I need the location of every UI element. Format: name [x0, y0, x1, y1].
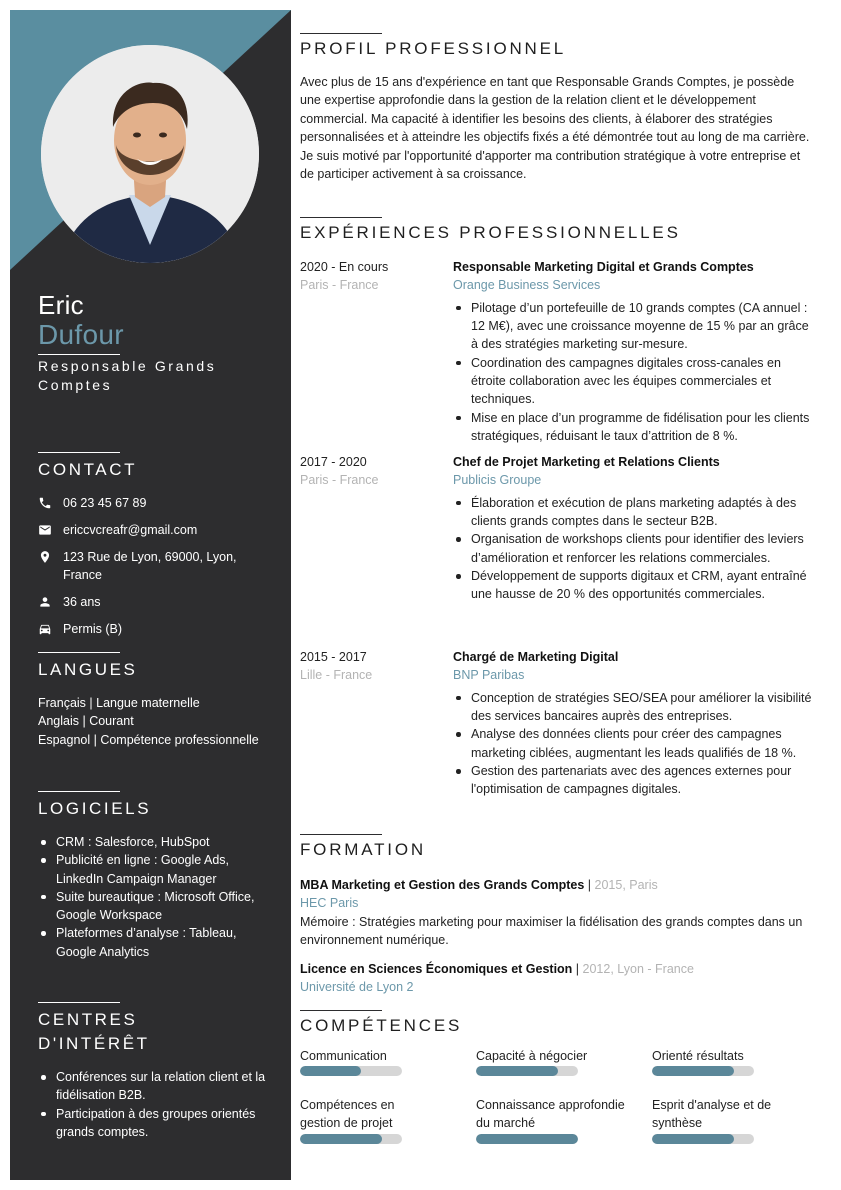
job-title: Responsable Grands Comptes: [38, 358, 217, 393]
experience-company: Publicis Groupe: [453, 473, 542, 488]
experience-bullet: Coordination des campagnes digitales cross-canales en étroite collaboration avec les équipes commerciales et techniques.: [453, 354, 818, 409]
skill-bar: [652, 1066, 754, 1076]
education-degree: MBA Marketing et Gestion des Grands Comptes: [300, 878, 585, 892]
interest-item: Participation à des groupes orientés grands comptes.: [38, 1105, 278, 1142]
education-school: HEC Paris: [300, 896, 359, 911]
first-name: Eric: [38, 290, 84, 320]
section-heading: COMPÉTENCES: [300, 1016, 463, 1035]
interests-list: [38, 1068, 278, 1141]
contact-text: Permis (B): [63, 622, 123, 636]
skill-bar: [300, 1134, 402, 1144]
profile-photo: [41, 45, 259, 263]
education-entry: [300, 960, 820, 997]
section-heading: LOGICIELS: [38, 799, 152, 818]
name-block: [38, 290, 278, 395]
experience-bullet: Mise en place d’un programme de fidélisation pour les clients stratégiques, réduisant le taux d’attrition de 8 %.: [453, 409, 818, 446]
experience-location: Paris - France: [300, 278, 379, 293]
experience-bullet: Gestion des partenariats avec des agences externes pour l'optimisation de campagnes digitales.: [453, 762, 818, 799]
section-heading: FORMATION: [300, 840, 426, 859]
section-heading: CONTACT: [38, 460, 138, 479]
location-pin-icon: [38, 550, 52, 564]
skill-bar-fill: [300, 1066, 361, 1076]
skill-item: [476, 1096, 636, 1144]
language-item: Français | Langue maternelle: [38, 696, 200, 710]
experience-bullet: Développement de supports digitaux et CRM, ayant entraîné une hausse de 20 % des opportunités commerciales.: [453, 567, 818, 604]
car-icon: [38, 622, 52, 636]
language-item: Espagnol | Compétence professionnelle: [38, 732, 259, 747]
divider: [300, 1010, 382, 1011]
section-heading: PROFIL PROFESSIONNEL: [300, 39, 567, 58]
skill-bar: [476, 1134, 578, 1144]
language-item: Anglais | Courant: [38, 714, 134, 729]
portrait-illustration: [41, 45, 259, 263]
divider: [38, 1002, 120, 1003]
skill-item: [652, 1096, 802, 1144]
skill-bar-fill: [300, 1134, 382, 1144]
skill-label: Compétences en gestion de projet: [300, 1098, 395, 1131]
contact-section: [38, 452, 278, 647]
experience-role: Chef de Projet Marketing et Relations Clients: [453, 455, 720, 469]
divider: [38, 452, 120, 453]
education-meta: 2015, Paris: [594, 878, 658, 892]
experience-location: Paris - France: [300, 473, 379, 488]
mail-icon: [38, 523, 52, 537]
contact-text: ericcvcreafr@gmail.com: [63, 523, 198, 537]
sidebar: [10, 10, 291, 1180]
divider: [300, 217, 382, 218]
experience-bullet: Pilotage d’un portefeuille de 10 grands comptes (CA annuel : 12 M€), avec une croissance moyenne de 15 % par an grâce à des stratégies marketing sur-mesure.: [453, 299, 818, 354]
person-icon: [38, 595, 52, 609]
languages-list: [38, 694, 278, 749]
contact-text: 06 23 45 67 89: [63, 496, 147, 510]
divider: [38, 652, 120, 653]
experience-bullet: Organisation de workshops clients pour identifier des leviers d’amélioration et renforcer les relations commerciales.: [453, 530, 818, 567]
experience-bullets: [453, 299, 818, 445]
experience-bullet: Conception de stratégies SEO/SEA pour améliorer la visibilité des services bancaires auprès des entreprises.: [453, 689, 818, 726]
skill-bar-fill: [476, 1134, 578, 1144]
divider: [300, 834, 382, 835]
section-heading: LANGUES: [38, 660, 138, 679]
interest-item: Conférences sur la relation client et la fidélisation B2B.: [38, 1068, 278, 1105]
contact-text: 123 Rue de Lyon, 69000, Lyon, France: [63, 550, 237, 582]
education-school: Université de Lyon 2: [300, 980, 414, 995]
contact-address: [38, 548, 278, 584]
experience-dates: 2017 - 2020: [300, 455, 367, 469]
skills-section: [300, 1010, 820, 1037]
software-item: Publicité en ligne : Google Ads, LinkedIn Campaign Manager: [38, 851, 278, 888]
skill-label: Capacité à négocier: [476, 1049, 588, 1063]
experience-dates: 2015 - 2017: [300, 650, 367, 664]
phone-icon: [38, 496, 52, 510]
interests-section: [38, 1002, 278, 1141]
experience-section: [300, 217, 820, 244]
skill-item: [652, 1047, 812, 1076]
software-item: Suite bureautique : Microsoft Office, Google Workspace: [38, 888, 278, 925]
skill-bar: [476, 1066, 578, 1076]
experience-bullet: Élaboration et exécution de plans marketing adaptés à des clients grands comptes dans le secteur B2B.: [453, 494, 818, 531]
divider: [38, 354, 120, 355]
experience-role: Responsable Marketing Digital et Grands Comptes: [453, 260, 754, 274]
contact-phone: [38, 494, 278, 512]
software-section: [38, 791, 278, 961]
skill-label: Orienté résultats: [652, 1049, 744, 1063]
skill-item: [476, 1047, 636, 1076]
profile-section: [300, 33, 820, 183]
contact-age: [38, 593, 278, 611]
software-list: [38, 833, 278, 961]
section-heading: CENTRES D'INTÉRÊT: [38, 1010, 150, 1053]
education-degree: Licence en Sciences Économiques et Gestion: [300, 962, 573, 976]
skill-bar: [652, 1134, 754, 1144]
experience-bullet: Analyse des données clients pour créer des campagnes marketing ciblées, augmentant les leads qualifiés de 18 %.: [453, 725, 818, 762]
skill-bar: [300, 1066, 402, 1076]
education-meta: 2012, Lyon - France: [582, 962, 694, 976]
experience-location: Lille - France: [300, 668, 373, 683]
divider: [38, 791, 120, 792]
skill-label: Communication: [300, 1049, 387, 1063]
education-section: [300, 834, 820, 861]
skill-label: Connaissance approfondie du marché: [476, 1098, 625, 1131]
profile-summary: Avec plus de 15 ans d'expérience en tant que Responsable Grands Comptes, je possède une expertise approfondie dans la gestion de la relation client et le développement commercial. Ma capacité à identifier les besoins des clients, à élaborer des stratégies personnalisées et à atteindre les objectifs fixés a été démontrée tout au long de ma carrière. Je suis motivé par l'opportunité d'apporter ma contribution stratégique à votre entreprise et de participer activement à sa croissance.: [300, 75, 810, 182]
skill-bar-fill: [476, 1066, 558, 1076]
experience-dates: 2020 - En cours: [300, 260, 389, 274]
skills-grid: [300, 1047, 820, 1147]
contact-email: [38, 521, 278, 539]
contact-list: [38, 494, 278, 638]
contact-license: [38, 620, 278, 638]
languages-section: [38, 652, 278, 749]
skill-bar-fill: [652, 1066, 734, 1076]
section-heading: EXPÉRIENCES PROFESSIONNELLES: [300, 223, 681, 242]
separator: |: [584, 878, 595, 892]
skill-item: [300, 1047, 460, 1076]
contact-text: 36 ans: [63, 595, 101, 609]
software-item: CRM : Salesforce, HubSpot: [38, 833, 278, 851]
experience-role: Chargé de Marketing Digital: [453, 650, 619, 664]
education-entry: [300, 876, 820, 950]
divider: [300, 33, 382, 34]
education-description: Mémoire : Stratégies marketing pour maximiser la fidélisation des grands comptes dans un environnement numérique.: [300, 914, 803, 948]
skill-item: [300, 1096, 420, 1144]
last-name: Dufour: [38, 319, 124, 350]
software-item: Plateformes d’analyse : Tableau, Google Analytics: [38, 924, 278, 961]
separator: |: [572, 962, 583, 976]
experience-bullets: [453, 494, 818, 604]
skill-label: Esprit d'analyse et de synthèse: [652, 1098, 772, 1131]
experience-company: Orange Business Services: [453, 278, 601, 293]
skill-bar-fill: [652, 1134, 734, 1144]
experience-bullets: [453, 689, 818, 799]
experience-company: BNP Paribas: [453, 668, 525, 683]
